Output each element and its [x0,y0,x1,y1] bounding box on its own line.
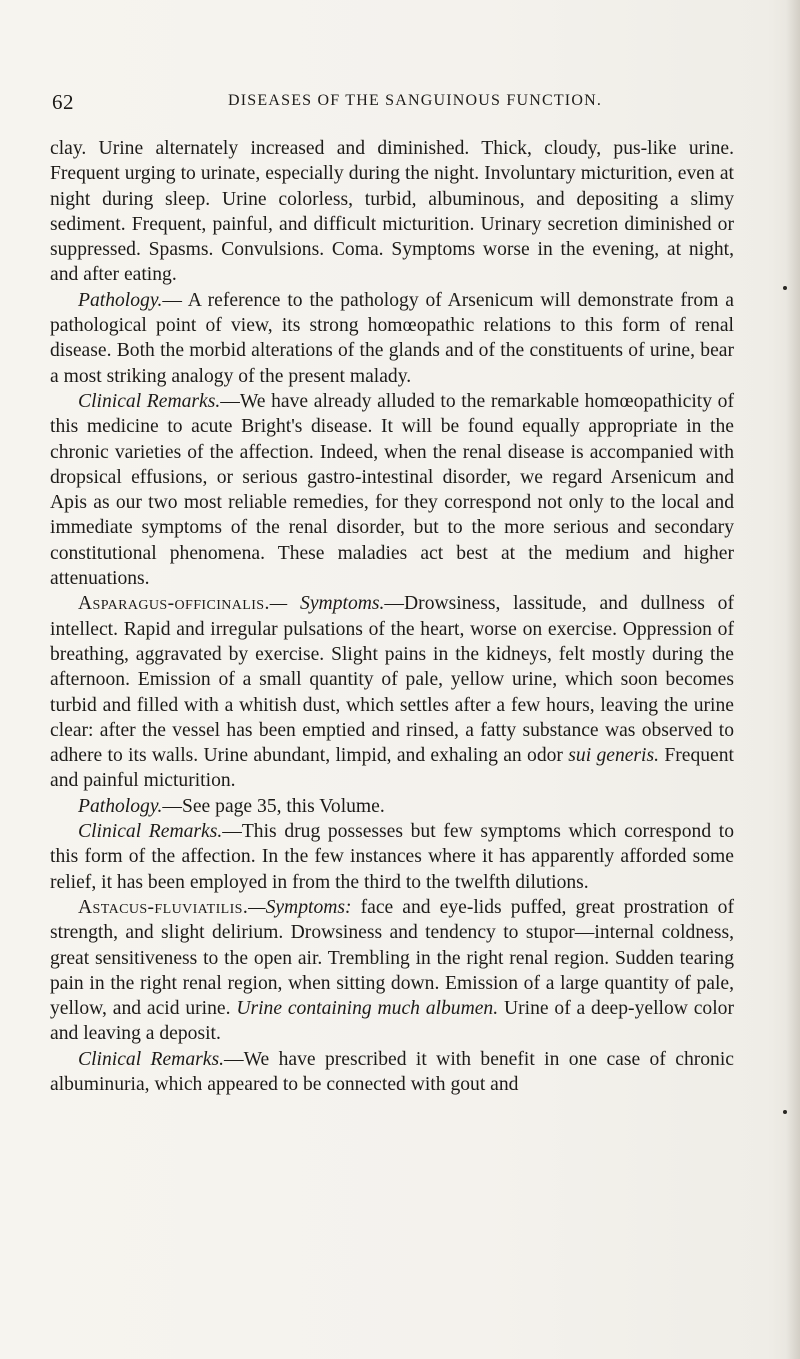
section-label: Pathology. [78,289,163,311]
section-label: —Symptoms: [248,896,352,918]
remedy-name: Astacus-fluviatilis. [78,896,249,918]
margin-speck [783,286,787,290]
italic-phrase: Urine containing much albumen. [236,998,499,1020]
remedy-name: Asparagus-officinalis. [78,593,270,615]
section-label: — Symptoms. [269,593,385,615]
page-edge-shadow [786,0,800,1359]
paragraph-asparagus-symptoms: Asparagus-officinalis.— Symptoms.—Drowsiness, lassitude, and dullness of intellect. Rapid and irregular pulsations of the heart, worse on exercise. Oppression of breathing, aggravated by exercise. Slight pains in the kidneys, felt mostly during the afternoon. Emission of a small quantity of pale, yellow urine, which soon becomes turbid and filled with a whitish dust, which settles after a few hours, leaving the urine clear: after the vessel has been emptied and rinsed, a fatty substance was observed to adhere to its walls. Urine abundant, limpid, and exhaling an odor sui generis. Frequent and painful micturition. [50,593,734,792]
paragraph-astacus-clinical-remarks: Clinical Remarks.—We have prescribed it with benefit in one case of chronic albuminuria, which appeared to be connected with gout and [50,1048,734,1095]
body-text [50,136,734,1097]
section-label: Clinical Remarks. [78,821,223,843]
paragraph-astacus-symptoms: Astacus-fluviatilis.—Symptoms: face and eye-lids puffed, great prostration of strength, and slight delirium. Drowsiness and tendency to stupor—internal coldness, great sensitiveness to the open air. Trembling in the right renal region. Sudden tearing pain in the right renal region, when sitting down. Emission of a large quantity of pale, yellow, and acid urine. Urine containing much albumen. Urine of a deep-yellow color and leaving a deposit. [50,896,734,1045]
section-label: Clinical Remarks. [78,390,221,412]
running-title: DISEASES OF THE SANGUINOUS FUNCTION. [228,92,603,109]
italic-phrase: sui generis. [568,745,660,767]
page-number: 62 [52,90,74,114]
paragraph-symptoms-continued: clay. Urine alternately increased and diminished. Thick, cloudy, pus-like urine. Frequent urging to urinate, especially during the night. Involuntary micturition, even at night during sleep. Urine colorless, turbid, albuminous, and depositing a slimy sediment. Frequent, painful, and difficult micturition. Urinary secretion diminished or suppressed. Spasms. Convulsions. Coma. Symptoms worse in the evening, at night, and after eating. [50,138,734,286]
page-header [52,90,728,118]
paragraph-arsenicum-clinical-remarks: Clinical Remarks.—We have already alluded to the remarkable homœopathicity of this medicine to acute Bright's disease. It will be found equally appropriate in the chronic varieties of the affection. Indeed, when the renal disease is accompanied with dropsical effusions, or serious gastro-intestinal disorder, we regard Arsenicum and Apis as our two most reliable remedies, for they correspond not only to the local and immediate symptoms of the renal disorder, but to the more serious and secondary constitutional phenomena. These maladies act best at the medium and higher attenuations. [50,390,734,590]
section-label: Clinical Remarks. [78,1048,224,1070]
paragraph-asparagus-clinical-remarks: Clinical Remarks.—This drug possesses but few symptoms which correspond to this form of the affection. In the few instances where it has apparently afforded some relief, it has been employed in from the third to the twelfth dilutions. [50,821,735,893]
margin-speck [783,1110,787,1114]
section-label: Pathology. [78,795,163,817]
paragraph-asparagus-pathology: Pathology.—See page 35, this Volume. [78,795,385,817]
paragraph-arsenicum-pathology: Pathology.— A reference to the pathology of Arsenicum will demonstrate from a pathological point of view, its strong homœopathic relations to this form of renal disease. Both the morbid alterations of the glands and of the constituents of urine, bear a most striking analogy of the present malady. [50,289,734,387]
